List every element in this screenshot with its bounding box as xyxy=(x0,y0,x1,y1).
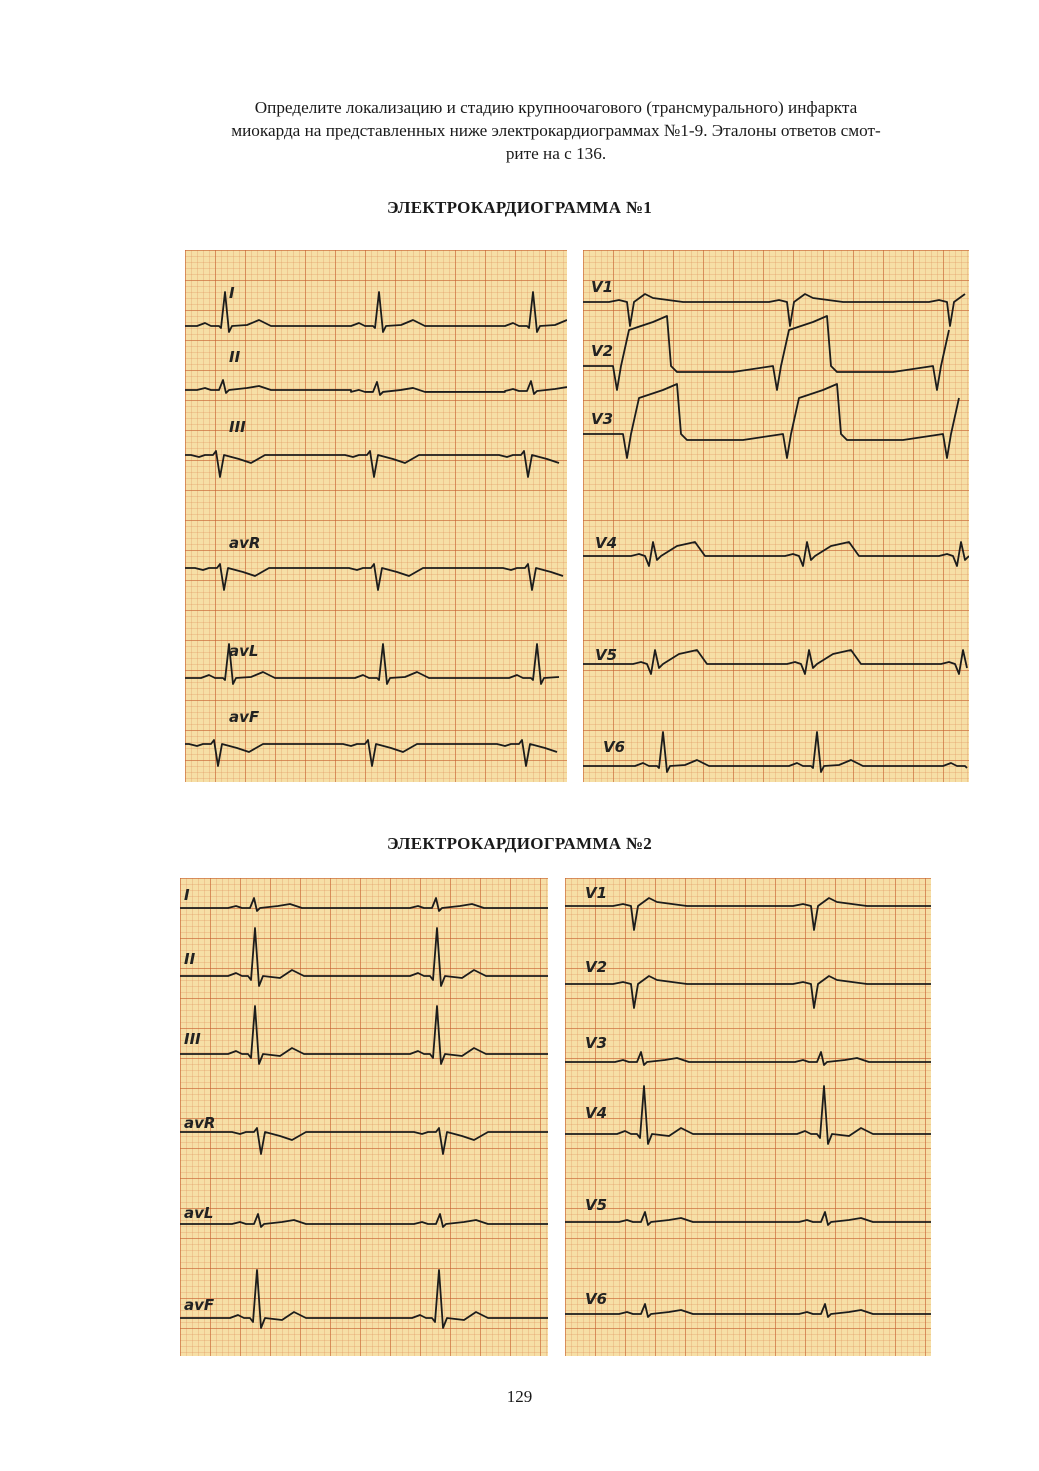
ecg1-lead-II-label: II xyxy=(229,348,241,366)
ecg-traces xyxy=(180,878,548,1356)
ecg2-lead-avL-label: avL xyxy=(184,1204,214,1222)
ecg1-lead-V6-label: V6 xyxy=(603,738,626,756)
ecg-trace xyxy=(185,380,567,395)
ecg2-lead-V6-label: V6 xyxy=(585,1290,608,1308)
ecg-trace xyxy=(180,1128,548,1154)
ecg2-lead-I-label: I xyxy=(184,886,190,904)
ecg-trace xyxy=(583,732,967,772)
ecg2-lead-V2-label: V2 xyxy=(585,958,608,976)
ecg-trace xyxy=(565,1086,931,1144)
ecg1-lead-I-label: I xyxy=(229,284,235,302)
ecg2-lead-V1-label: V1 xyxy=(585,884,608,902)
instruction-line-2: миокарда на представленных ниже электрокардиограммах №1-9. Эталоны ответов смот- xyxy=(231,121,881,140)
ecg-trace xyxy=(180,1270,548,1328)
ecg-trace xyxy=(185,740,557,766)
ecg-trace xyxy=(583,294,965,326)
ecg2-lead-V3-label: V3 xyxy=(585,1034,608,1052)
ecg2-limb-leads-panel xyxy=(180,878,548,1356)
ecg1-chest-leads-panel xyxy=(583,250,969,782)
ecg-trace xyxy=(565,976,931,1008)
ecg-trace xyxy=(180,898,548,911)
ecg1-lead-V1-label: V1 xyxy=(591,278,614,296)
ecg2-title: ЭЛЕКТРОКАРДИОГРАММА №2 xyxy=(386,834,653,853)
instruction-text xyxy=(150,96,962,165)
ecg1-lead-V4-label: V4 xyxy=(595,534,618,552)
ecg1-lead-III-label: III xyxy=(229,418,246,436)
ecg1-lead-avF-label: avF xyxy=(229,708,260,726)
ecg-trace xyxy=(583,542,969,566)
ecg-trace xyxy=(583,316,949,390)
instruction-line-1: Определите локализацию и стадию крупноочагового (трансмурального) инфаркта xyxy=(254,98,858,117)
ecg2-lead-V4-label: V4 xyxy=(585,1104,608,1122)
ecg-trace xyxy=(180,1214,548,1227)
ecg1-lead-V5-label: V5 xyxy=(595,646,618,664)
ecg1-lead-avR-label: avR xyxy=(229,534,261,552)
instruction-line-3: рите на с 136. xyxy=(505,144,607,163)
page-number: 129 xyxy=(506,1387,533,1406)
ecg-traces xyxy=(565,878,931,1356)
ecg2-lead-avR-label: avR xyxy=(184,1114,216,1132)
ecg1-title: ЭЛЕКТРОКАРДИОГРАММА №1 xyxy=(386,198,653,217)
ecg-trace xyxy=(565,1212,931,1225)
ecg2-lead-III-label: III xyxy=(184,1030,201,1048)
ecg-trace xyxy=(180,1006,548,1064)
ecg-traces xyxy=(583,250,969,782)
ecg-trace xyxy=(185,292,567,332)
ecg1-limb-leads-panel xyxy=(185,250,567,782)
ecg-traces xyxy=(185,250,567,782)
ecg-trace xyxy=(180,928,548,986)
ecg2-chest-leads-panel xyxy=(565,878,931,1356)
ecg-trace xyxy=(565,1052,931,1065)
ecg1-lead-avL-label: avL xyxy=(229,642,259,660)
ecg1-lead-V3-label: V3 xyxy=(591,410,614,428)
ecg-trace xyxy=(583,650,967,674)
ecg2-lead-V5-label: V5 xyxy=(585,1196,608,1214)
ecg2-lead-avF-label: avF xyxy=(184,1296,215,1314)
ecg2-lead-II-label: II xyxy=(184,950,196,968)
ecg-trace xyxy=(583,384,959,458)
ecg-trace xyxy=(565,898,931,930)
ecg-trace xyxy=(185,564,563,590)
ecg1-lead-V2-label: V2 xyxy=(591,342,614,360)
ecg-trace xyxy=(185,451,559,477)
ecg-trace xyxy=(565,1304,931,1317)
